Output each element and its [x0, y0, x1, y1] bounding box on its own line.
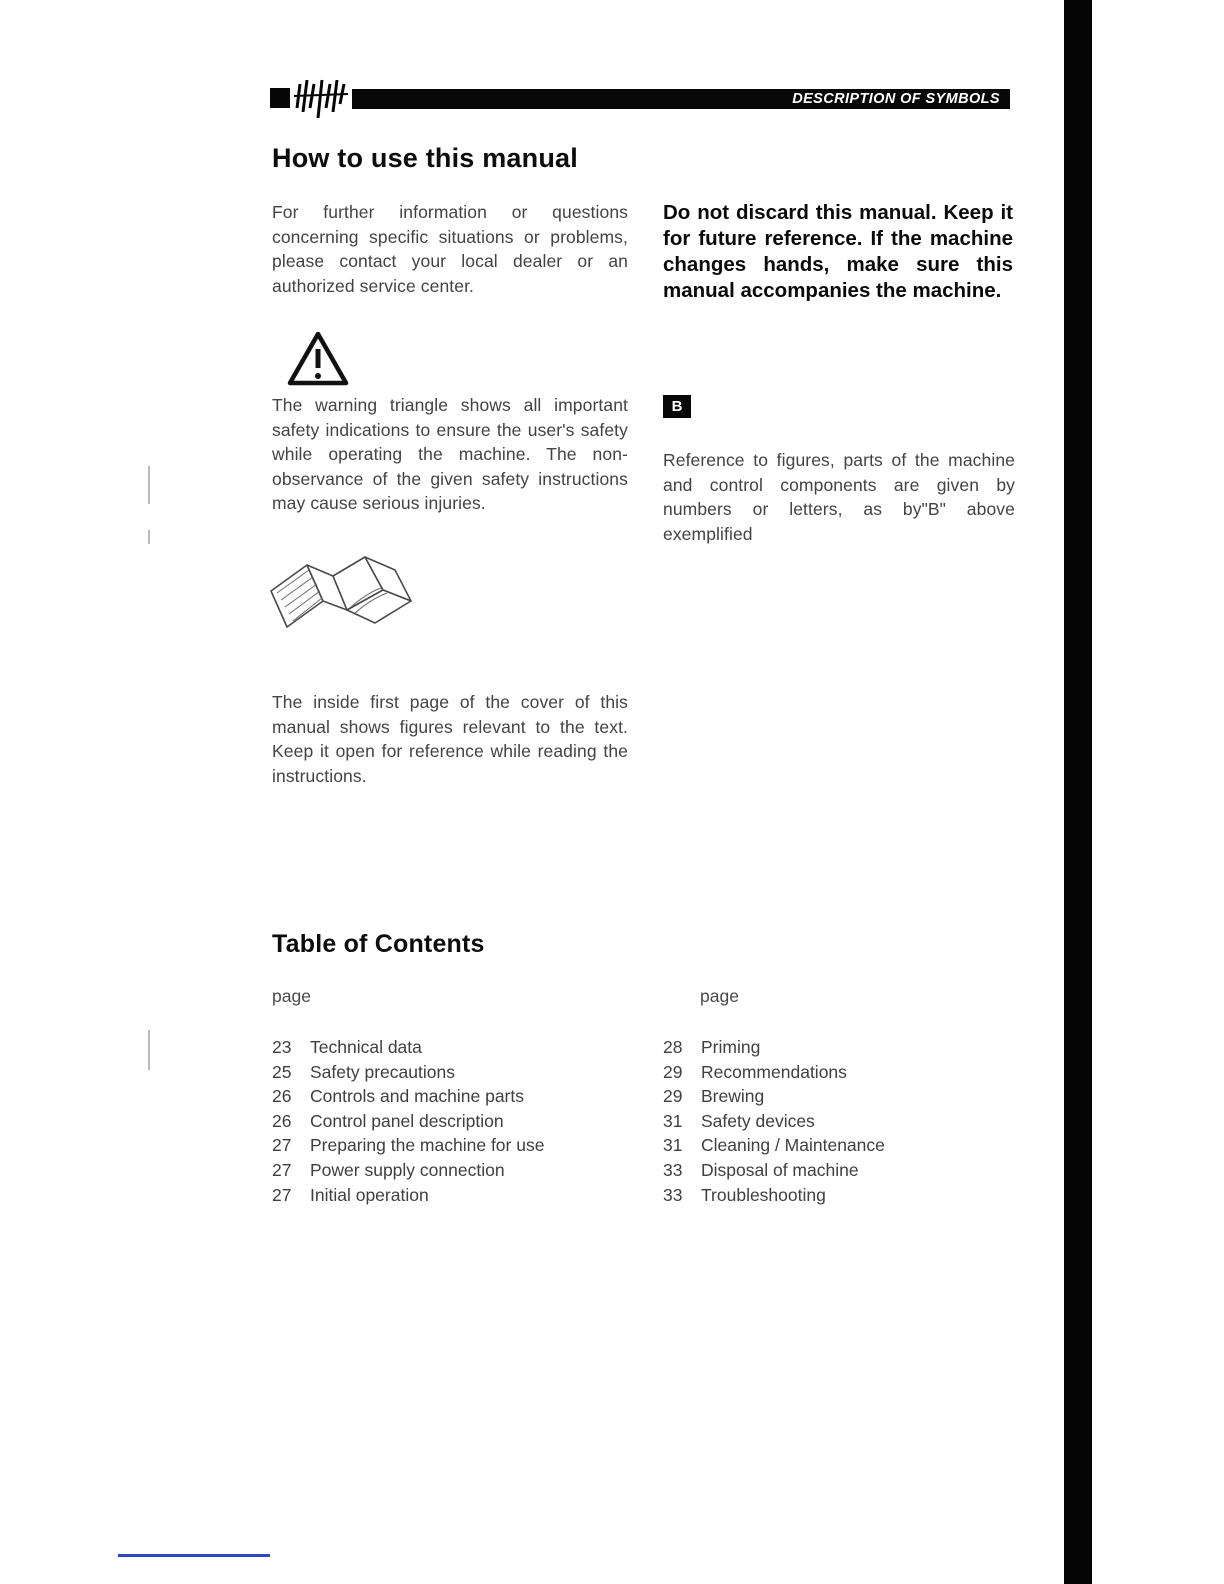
toc-title: Table of Contents [272, 930, 485, 958]
toc-row [272, 1133, 544, 1158]
toc-page-number: 33 [663, 1159, 683, 1180]
toc-entry-label: Controls and machine parts [310, 1086, 524, 1107]
toc-page-number: 27 [272, 1159, 292, 1180]
toc-entry-label: Safety precautions [310, 1061, 455, 1082]
scan-artifact [148, 1030, 150, 1070]
page-edge-bar [1064, 0, 1092, 1584]
header-square-mark [270, 88, 290, 108]
toc-entry-label: Control panel description [310, 1110, 504, 1131]
toc-page-label-left: page [272, 986, 311, 1006]
toc-entry-label: Power supply connection [310, 1159, 505, 1180]
toc-page-number: 31 [663, 1110, 683, 1131]
toc-page-label-right: page [700, 986, 739, 1006]
toc-row [663, 1133, 885, 1158]
toc-row [663, 1035, 885, 1060]
toc-page-number: 27 [272, 1184, 292, 1205]
toc-page-number: 31 [663, 1135, 683, 1156]
header-bar [352, 89, 1010, 109]
toc-entry-label: Disposal of machine [701, 1159, 859, 1180]
page-title: How to use this manual [272, 143, 578, 173]
toc-page-number: 26 [272, 1110, 292, 1131]
toc-page-number: 29 [663, 1061, 683, 1082]
toc-page-number: 27 [272, 1135, 292, 1156]
toc-row [272, 1035, 544, 1060]
figure-reference-badge [663, 395, 691, 418]
intro-paragraph: For further information or questions concerning specific situations or problems, please contact your local dealer or an authorized service center. [272, 202, 628, 296]
scan-artifact [148, 530, 150, 544]
toc-row [272, 1060, 544, 1085]
toc-column-right [663, 1035, 885, 1207]
toc-entry-label: Priming [701, 1037, 761, 1057]
reference-paragraph: Reference to figures, parts of the machine and control components are given by numbers or letters, as by"B" above exemplified [663, 450, 1015, 544]
header-bar-label: DESCRIPTION OF SYMBOLS [792, 91, 1000, 107]
toc-row [663, 1109, 885, 1134]
toc-entry-label: Troubleshooting [701, 1184, 826, 1205]
toc-entry-label: Brewing [701, 1086, 765, 1107]
scan-artifact [148, 466, 150, 504]
toc-row [663, 1183, 885, 1208]
toc-entry-label: Technical data [310, 1037, 422, 1057]
toc-row [663, 1060, 885, 1085]
warning-triangle-icon [286, 330, 350, 388]
toc-entry-label: Safety devices [701, 1110, 815, 1131]
toc-row [272, 1183, 544, 1208]
toc-row [663, 1084, 885, 1109]
toc-row [272, 1158, 544, 1183]
open-manual-illustration [263, 543, 441, 655]
brand-logo [292, 78, 350, 120]
keep-manual-paragraph: Do not discard this manual. Keep it for future reference. If the machine changes hands, make sure this manual accompanies the machine. [663, 201, 1013, 302]
toc-entry-label: Preparing the machine for use [310, 1135, 545, 1156]
toc-entry-label: Recommendations [701, 1061, 847, 1082]
toc-entry-label: Initial operation [310, 1184, 429, 1205]
toc-entry-label: Cleaning / Maintenance [701, 1135, 885, 1156]
toc-page-number: 28 [663, 1037, 683, 1057]
toc-row [272, 1084, 544, 1109]
toc-row [663, 1158, 885, 1183]
toc-page-number: 26 [272, 1086, 292, 1107]
booklet-paragraph: The inside first page of the cover of this manual shows figures relevant to the text. Keep it open for reference while reading the instructions. [272, 692, 628, 786]
toc-page-number: 23 [272, 1037, 292, 1057]
warning-paragraph: The warning triangle shows all important safety indications to ensure the user's safety while operating the machine. The non-observance of the given safety instructions may cause serious injuries. [272, 395, 628, 513]
toc-column-left [272, 1035, 544, 1207]
footer-blue-rule [118, 1554, 270, 1557]
toc-page-number: 33 [663, 1184, 683, 1205]
toc-page-number: 25 [272, 1061, 292, 1082]
figure-reference-letter: B [671, 398, 683, 415]
toc-page-number: 29 [663, 1086, 683, 1107]
toc-row [272, 1109, 544, 1134]
